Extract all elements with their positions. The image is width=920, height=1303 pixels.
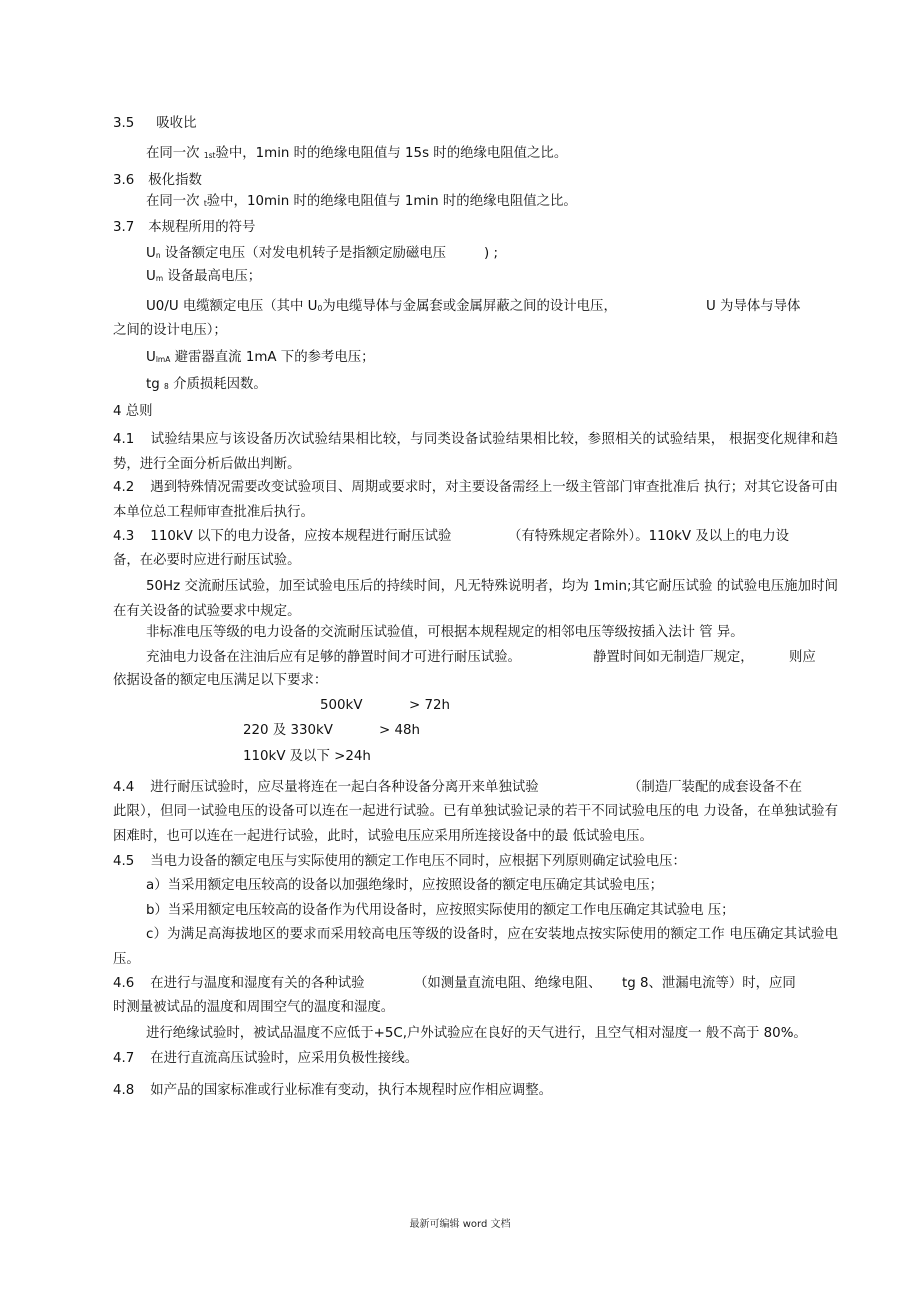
section-4-3-para3-b: 静置时间如无制造厂规定， bbox=[593, 650, 754, 665]
section-4-6-para: 进行绝缘试验时，被试品温度不应低于+5C,户外试验应在良好的天气进行，且空气相对湿度一 般不高于 80%。 bbox=[146, 1026, 807, 1041]
section-3-6-body bbox=[146, 193, 577, 213]
requirement-220kv-voltage: 220 及 330kV bbox=[243, 723, 333, 738]
section-3-7-heading bbox=[113, 219, 255, 237]
text: 之间的设计电压）； bbox=[113, 323, 227, 338]
section-4-5-item-b: b）当采用额定电压较高的设备作为代用设备时，应按照实际使用的额定工作电压确定其试验电 压； bbox=[146, 903, 735, 918]
subscript: 0 bbox=[317, 304, 323, 313]
symbol: U bbox=[146, 246, 156, 261]
subscript: m bbox=[155, 274, 164, 283]
section-title: 本规程所用的符号 bbox=[148, 220, 256, 235]
symbol: tg bbox=[146, 377, 160, 392]
subscript: t bbox=[203, 199, 207, 208]
subscript: 1st bbox=[203, 151, 216, 160]
section-number: 4.3 bbox=[113, 529, 135, 544]
section-4-5-item-c: c）为满足高海拔地区的要求而采用较高电压等级的设备时，应在安装地点按实际使用的额定工作 电压确定其试验电压。 bbox=[113, 927, 838, 967]
section-4-3-line1 bbox=[113, 528, 451, 546]
text: 验中，1min 时的绝缘电阻值与 15s 时的绝缘电阻值之比。 bbox=[215, 146, 568, 161]
section-number: 4.7 bbox=[113, 1051, 135, 1066]
text: 在同一次 bbox=[146, 194, 200, 209]
requirement-110kv: 110kV 及以下 >24h bbox=[243, 749, 371, 764]
section-4-3-para1: 50Hz 交流耐压试验，加至试验电压后的持续时间，凡无特殊说明者，均为 1min;其它耐压试验 的试验电压施加时间在有关设备的试验要求中规定。 bbox=[113, 579, 838, 619]
text: 在同一次 bbox=[146, 146, 200, 161]
subscript: 8 bbox=[164, 382, 169, 391]
section-3-5-body bbox=[146, 145, 567, 165]
section-4-5-heading bbox=[113, 853, 686, 871]
section-number: 4.1 bbox=[113, 432, 135, 447]
section-3-6-heading bbox=[113, 172, 202, 190]
page-footer: 最新可编辑 word 文档 bbox=[409, 1219, 511, 1230]
symbol-uma bbox=[146, 349, 375, 369]
section-number: 4.4 bbox=[113, 780, 135, 795]
symbol-u0-line2 bbox=[113, 322, 227, 340]
text: 验中，10min 时的绝缘电阻值与 1min 时的绝缘电阻值之比。 bbox=[206, 194, 577, 209]
text: 设备额定电压（对发电机转子是指额定励磁电压 bbox=[164, 246, 447, 261]
requirement-500kv-time: > 72h bbox=[409, 698, 451, 713]
section-4-3-para3-c: 则应 bbox=[789, 650, 816, 665]
text: 在进行与温度和湿度有关的各种试验 bbox=[150, 976, 365, 991]
section-number: 3.7 bbox=[113, 220, 135, 235]
symbol: U bbox=[146, 350, 156, 365]
requirement-220kv-time: > 48h bbox=[379, 723, 421, 738]
section-4-4-rest: 此限），但同一试验电压的设备可以连在一起进行试验。已有单独试验记录的若干不同试验电压的电 力设备，在单独试验有困难时，也可以连在一起进行试验，此时，试验电压应采用所连接设备中的最 低试验电压。 bbox=[113, 804, 838, 844]
section-4-6-line1-tail: tg 8、泄漏电流等）时，应同 bbox=[622, 976, 796, 991]
subscript: lmA bbox=[155, 355, 171, 364]
section-4-6-line1 bbox=[113, 975, 365, 993]
section-4-3-para3-a: 充油电力设备在注油后应有足够的静置时间才可进行耐压试验。 bbox=[146, 650, 521, 665]
section-4-4-line1 bbox=[113, 779, 539, 797]
text: U 为导体与导体 bbox=[706, 299, 801, 314]
symbol-u0-line1-tail bbox=[706, 298, 800, 316]
section-4-7 bbox=[113, 1050, 418, 1068]
section-4-3-line1-tail bbox=[508, 528, 789, 546]
section-4-3-para3-d: 依据设备的额定电压满足以下要求： bbox=[113, 673, 328, 688]
paragraph: 遇到特殊情况需要改变试验项目、周期或要求时，对主要设备需经上一级主管部门审查批准后 执行；对其它设备可由本单位总工程师审查批准后执行。 bbox=[113, 480, 838, 520]
section-3-5-heading bbox=[113, 115, 196, 133]
symbol-u0-line1 bbox=[146, 298, 617, 318]
text: 进行耐压试验时，应尽量将连在一起白各种设备分离开来单独试验 bbox=[150, 780, 539, 795]
symbol-tg bbox=[146, 376, 267, 396]
section-title: 吸收比 bbox=[156, 116, 197, 131]
section-4-2 bbox=[113, 475, 838, 525]
text: 如产品的国家标准或行业标准有变动，执行本规程时应作相应调整。 bbox=[150, 1083, 553, 1098]
section-4-3-para2: 非标准电压等级的电力设备的交流耐压试验值，可根据本规程规定的相邻电压等级按插入法计 管 异。 bbox=[146, 625, 744, 640]
text: 110kV 以下的电力设备，应按本规程进行耐压试验 bbox=[150, 529, 452, 544]
section-number: 4.6 bbox=[113, 976, 135, 991]
symbol-um bbox=[146, 268, 261, 288]
section-4-4-line1-tail: （制造厂装配的成套设备不在 bbox=[628, 780, 803, 795]
section-4-1 bbox=[113, 427, 838, 477]
text: 避雷器直流 1mA 下的参考电压； bbox=[174, 350, 375, 365]
text: 设备最高电压； bbox=[167, 269, 262, 284]
chapter-4-heading: 4 总则 bbox=[113, 404, 153, 419]
section-4-3-line2: 备，在必要时应进行耐压试验。 bbox=[113, 553, 301, 568]
section-title: 极化指数 bbox=[148, 173, 202, 188]
text: 介质损耗因数。 bbox=[173, 377, 267, 392]
symbol: U bbox=[146, 269, 156, 284]
section-number: 4.8 bbox=[113, 1083, 135, 1098]
section-number: 4.5 bbox=[113, 854, 135, 869]
section-4-8 bbox=[113, 1082, 552, 1100]
text: ) ; bbox=[484, 246, 499, 261]
paragraph: 试验结果应与该设备历次试验结果相比较，与同类设备试验结果相比较，参照相关的试验结果， 根据变化规律和趋势，进行全面分析后做出判断。 bbox=[113, 432, 838, 472]
text: 在进行直流高压试验时，应采用负极性接线。 bbox=[150, 1051, 419, 1066]
requirement-500kv-voltage: 500kV bbox=[320, 698, 363, 713]
section-number: 4.2 bbox=[113, 480, 135, 495]
text: U0/U 电缆额定电压（其中 U bbox=[146, 299, 318, 314]
text: 为电缆导体与金属套或金属屏蔽之间的设计电压， bbox=[322, 299, 617, 314]
section-4-6-line1-mid: （如测量直流电阻、绝缘电阻、 bbox=[414, 976, 602, 991]
subscript: n bbox=[155, 251, 161, 260]
section-number: 3.6 bbox=[113, 173, 135, 188]
section-4-5-item-a: a）当采用额定电压较高的设备以加强绝缘时，应按照设备的额定电压确定其试验电压； bbox=[146, 878, 664, 893]
section-number: 3.5 bbox=[113, 116, 135, 131]
text: 当电力设备的额定电压与实际使用的额定工作电压不同时，应根据下列原则确定试验电压： bbox=[150, 854, 686, 869]
symbol-un bbox=[146, 245, 498, 265]
section-4-6-line2: 时测量被试品的温度和周围空气的温度和湿度。 bbox=[113, 1000, 395, 1015]
text: （有特殊规定者除外）。110kV 及以上的电力设 bbox=[508, 529, 790, 544]
